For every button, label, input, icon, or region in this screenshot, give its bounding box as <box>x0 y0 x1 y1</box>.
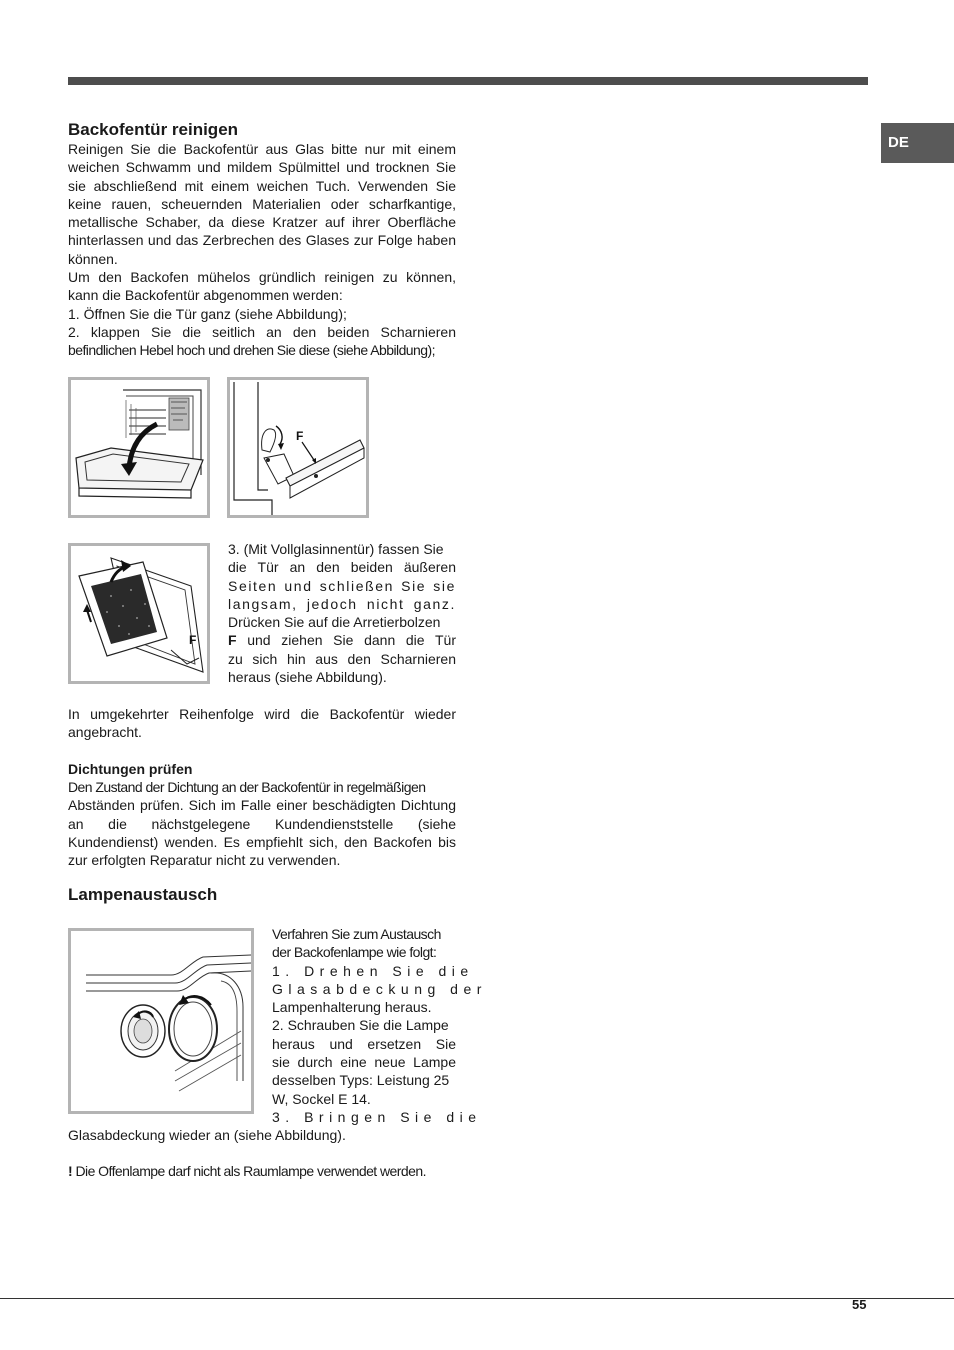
door-step-1: 1. Öffnen Sie die Tür ganz (siehe Abbildung); <box>68 305 347 322</box>
lamp-line-11: 3. Bringen Sie die <box>272 1108 482 1125</box>
lamp-line-7: heraus und ersetzen Sie <box>272 1035 456 1052</box>
section-title-lamp: Lampenaustausch <box>68 885 218 904</box>
header-rule <box>68 77 868 85</box>
section-title-gaskets: Dichtungen prüfen <box>68 761 193 777</box>
lamp-warning <box>68 1162 460 1180</box>
door-removal-illustration <box>71 546 207 681</box>
lamp-line-4: Glasabdeckung der <box>272 980 487 997</box>
gaskets-line1: Den Zustand der Dichtung an der Backofentür in regelmäßigen <box>68 779 426 795</box>
language-tab: DE <box>881 123 954 163</box>
lamp-line-5: Lampenhalterung heraus. <box>272 999 432 1016</box>
figure-remove-door <box>68 543 210 684</box>
door-step-2b: befindlichen Hebel hoch und drehen Sie diese (siehe Abbildung); <box>68 342 435 359</box>
step3-line-5: Drücken Sie auf die Arretierbolzen <box>228 614 441 631</box>
lamp-line-3: 1. Drehen Sie die <box>272 962 474 979</box>
door-cleaning-para2: Um den Backofen mühelos gründlich reinigen zu können, kann die Backofentür abgenommen werden: <box>68 269 456 304</box>
lamp-line-6: 2. Schrauben Sie die Lampe <box>272 1017 449 1034</box>
warning-text: Die Offenlampe darf nicht als Raumlampe verwendet werden. <box>72 1163 426 1179</box>
step3-line-3: Seiten und schließen Sie sie <box>228 577 456 594</box>
door-step-2a: 2. klappen Sie die seitlich an den beiden Scharnieren <box>68 323 456 340</box>
step3-line-4: langsam, jedoch nicht ganz. <box>228 595 456 612</box>
step3-line-6-text: und ziehen Sie dann die Tür <box>236 632 456 649</box>
footer-rule <box>0 1298 954 1299</box>
step3-line-1: 3. (Mit Vollglasinnentür) fassen Sie <box>228 541 444 557</box>
lamp-line-1: Verfahren Sie zum Austausch <box>272 926 441 942</box>
lamp-line-8: sie durch eine neue Lampe <box>272 1054 456 1071</box>
oven-lamp-illustration <box>71 931 251 1111</box>
lamp-line-12: Glasabdeckung wieder an (siehe Abbildung). <box>68 1127 346 1143</box>
step3-line-2: die Tür an den beiden äußeren <box>228 559 456 576</box>
door-reinstall-text: In umgekehrter Reihenfolge wird die Backofentür wieder angebracht. <box>68 706 456 741</box>
gaskets-rest: Abständen prüfen. Sich im Falle einer beschädigten Dichtung an die nächstgelegene Kundendienststelle (siehe Kundendienst) wenden. Es empfiehlt sich, den Backofen bis zur erfolgten Reparatur nicht zu verwenden. <box>68 797 456 869</box>
oven-open-door-illustration <box>71 380 207 515</box>
lamp-text <box>272 925 487 1126</box>
lamp-line-2: der Backofenlampe wie folgt: <box>272 944 437 961</box>
figure-open-door <box>68 377 210 518</box>
gaskets-text <box>68 778 456 869</box>
section-title-door-cleaning: Backofentür reinigen <box>68 120 239 139</box>
fig2-label-f: F <box>296 429 304 443</box>
door-cleaning-para1: Reinigen Sie die Backofentür aus Glas bitte nur mit einem weichen Schwamm und mildem Spülmittel und trocknen Sie sie abschließend mit einem weichen Tuch. Verwenden Sie keine rauen, scheuernden Materialien oder scharfkantige, metallische Schaber, da diese Kratzer auf ihrer Oberfläche hinterlassen und das Zerbrechen des Glases zur Folge haben können. <box>68 141 456 267</box>
door-cleaning-text <box>68 140 456 360</box>
step3-bolt-f: F <box>228 632 237 649</box>
fig3-label-f: F <box>189 633 197 647</box>
step3-line-8: heraus (siehe Abbildung). <box>228 669 387 686</box>
lamp-line-9: desselben Typs: Leistung 25 <box>272 1072 450 1089</box>
hinge-lever-illustration <box>230 380 366 515</box>
door-step-3 <box>228 540 456 686</box>
step3-line-7: zu sich hin aus den Scharnieren <box>228 650 456 667</box>
figure-hinge-lever <box>227 377 369 518</box>
lamp-line-10: W, Sockel E 14. <box>272 1090 371 1107</box>
warning-mark: ! <box>68 1163 73 1179</box>
page-number: 55 <box>852 1297 867 1312</box>
step3-line-6 <box>228 631 456 649</box>
figure-lamp <box>68 928 254 1114</box>
